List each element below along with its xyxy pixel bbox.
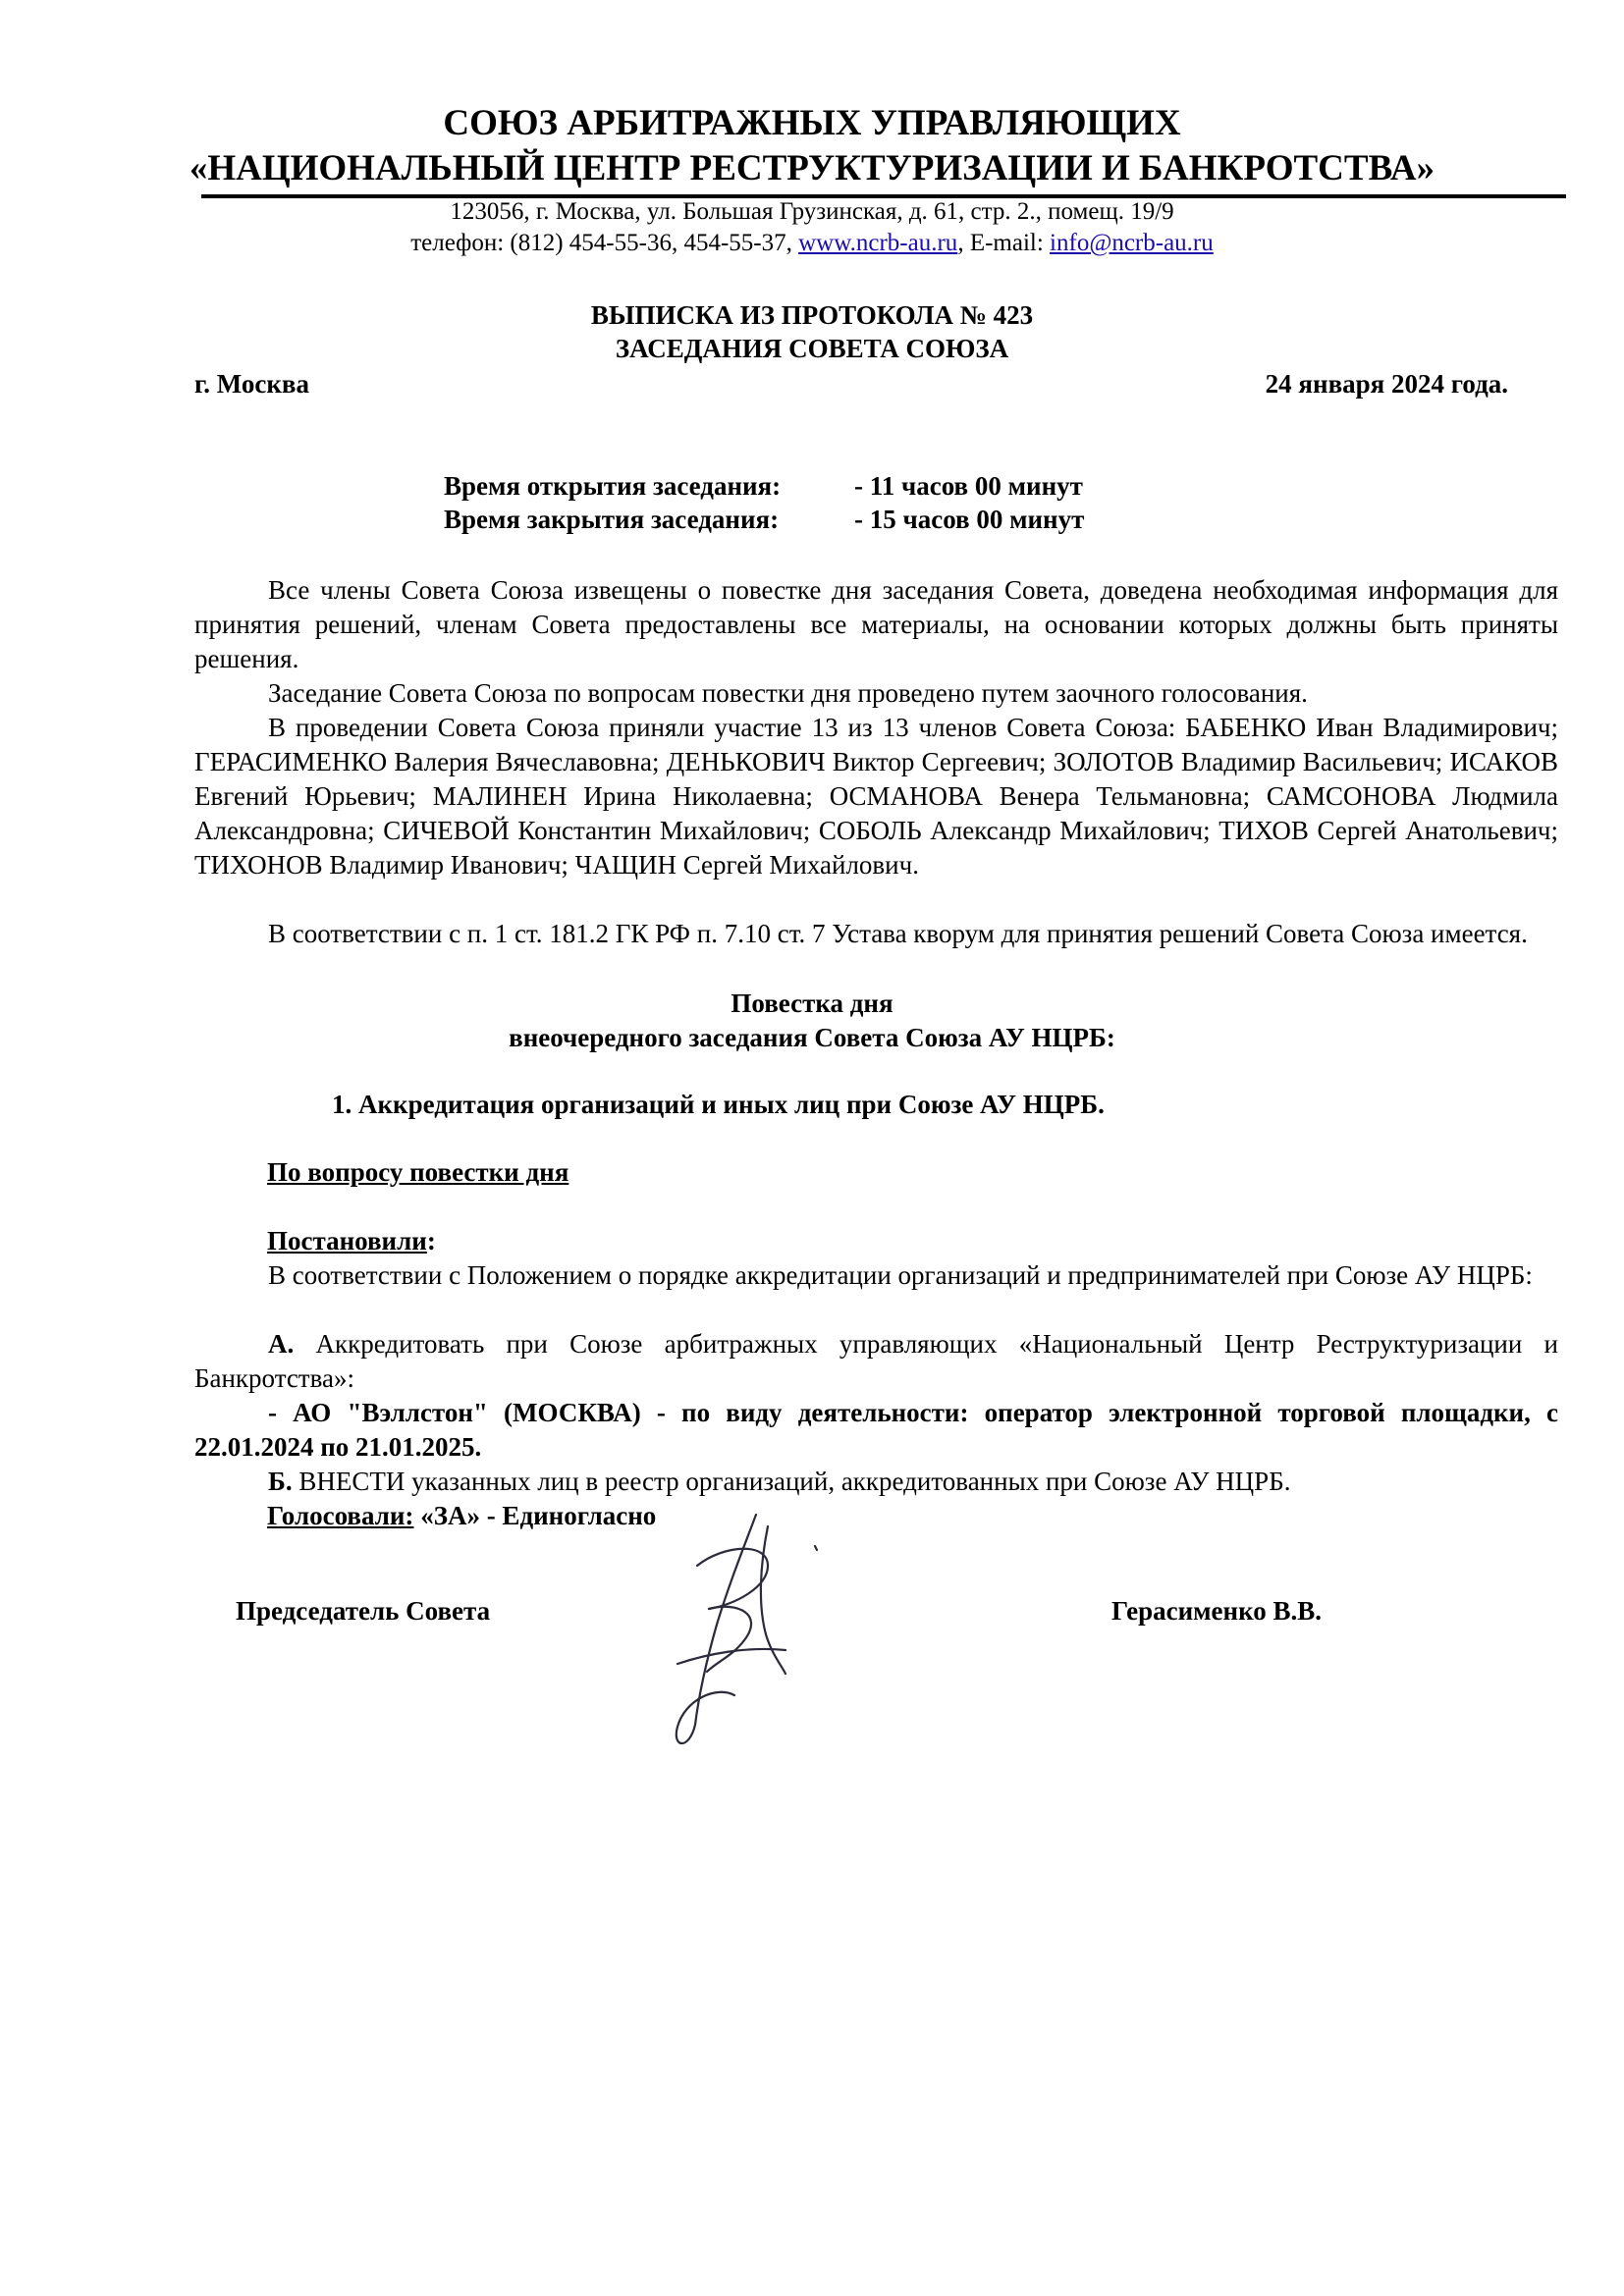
org-contacts: [0, 228, 1624, 259]
point-a-marker: А.: [268, 1329, 295, 1359]
opening-time-value: - 11 часов 00 минут: [854, 471, 1083, 501]
document-subtitle: ЗАСЕДАНИЯ СОВЕТА СОЮЗА: [615, 334, 1009, 363]
agenda-subheading: внеочередного заседания Совета Союза АУ НЦРБ:: [509, 1023, 1115, 1052]
org-address: 123056, г. Москва, ул. Большая Грузинская, д. 61, стр. 2., помещ. 19/9: [450, 198, 1174, 225]
question-heading: По вопросу повестки дня: [267, 1157, 569, 1187]
vote-value: «ЗА» - Единогласно: [413, 1501, 657, 1530]
decision-heading: [267, 1224, 436, 1258]
vote-result: [267, 1499, 656, 1533]
website-link[interactable]: www.ncrb-au.ru: [798, 230, 958, 256]
signer-role: Председатель Совета: [236, 1596, 491, 1626]
org-name-line1: СОЮЗ АРБИТРАЖНЫХ УПРАВЛЯЮЩИХ: [443, 103, 1181, 143]
accredited-organization: - АО "Вэллстон" (МОСКВА) - по виду деятельности: оператор электронной торговой площадки, с 22.01.2024 по 21.01.2025.: [194, 1398, 1558, 1462]
decision-heading-text: Постановили: [267, 1226, 427, 1255]
decision-point-a: [194, 1327, 1558, 1396]
closing-time-label: Время закрытия заседания:: [444, 505, 780, 534]
city: г. Москва: [194, 369, 309, 399]
decision-basis: В соответствии с Положением о порядке аккредитации организаций и предпринимателей при Союзе АУ НЦРБ:: [268, 1260, 1533, 1290]
point-b-marker: Б.: [268, 1467, 293, 1496]
phone-text: телефон: (812) 454-55-36, 454-55-37,: [410, 230, 799, 256]
paragraph-participants: В проведении Совета Союза приняли участие 13 из 13 членов Совета Союза: БАБЕНКО Иван Владимирович; ГЕРАСИМЕНКО Валерия Вячеславовна; ДЕНЬКОВИЧ Виктор Сергеевич; ЗОЛОТОВ Владимир Васильевич; ИСАКОВ Евгений Юрьевич; МАЛИНЕН Ирина Николаевна; ОСМАНОВА Венера Тельмановна; САМСОНОВА Людмила Александровна; СИЧЕВОЙ Константин Михайлович; СОБОЛЬ Александр Михайлович; ТИХОВ Сергей Анатольевич; ТИХОНОВ Владимир Иванович; ЧАЩИН Сергей Михайлович.: [194, 713, 1558, 880]
point-b-text: ВНЕСТИ указанных лиц в реестр организаций, аккредитованных при Союзе АУ НЦРБ.: [292, 1467, 1291, 1496]
org-name-line2: «НАЦИОНАЛЬНЫЙ ЦЕНТР РЕСТРУКТУРИЗАЦИИ И БАНКРОТСТВА»: [189, 148, 1435, 188]
email-link[interactable]: info@ncrb-au.ru: [1050, 230, 1214, 256]
document-title: ВЫПИСКА ИЗ ПРОТОКОЛА № 423: [590, 300, 1034, 330]
paragraph-quorum: В соответствии с п. 1 ст. 181.2 ГК РФ п. 7.10 ст. 7 Устава кворум для принятия решений Совета Союза имеется.: [268, 919, 1528, 948]
signer-name: Герасименко В.В.: [1111, 1596, 1323, 1626]
decision-point-b: [194, 1465, 1558, 1499]
closing-time-value: - 15 часов 00 минут: [854, 505, 1085, 534]
document-date: 24 января 2024 года.: [1265, 369, 1508, 399]
agenda-heading: Повестка дня: [731, 988, 893, 1018]
vote-label: Голосовали:: [267, 1501, 414, 1530]
email-label: , E-mail:: [957, 230, 1051, 256]
decision-heading-colon: :: [426, 1226, 436, 1255]
agenda-item: 1. Аккредитация организаций и иных лиц при Союзе АУ НЦРБ.: [332, 1090, 1105, 1119]
paragraph-notification: Все члены Совета Союза извещены о повестке дня заседания Совета, доведена необходимая информация для принятия решений, членам Совета предоставлены все материалы, на основании которых должны быть приняты решения.: [194, 575, 1558, 673]
handwritten-signature-icon: [638, 1507, 835, 1762]
opening-time-label: Время открытия заседания:: [444, 471, 782, 501]
paragraph-voting-method: Заседание Совета Союза по вопросам повестки дня проведено путем заочного голосования.: [268, 678, 1308, 708]
point-a-text: Аккредитовать при Союзе арбитражных управляющих «Национальный Центр Реструктуризации и Банкротства»:: [194, 1329, 1558, 1393]
